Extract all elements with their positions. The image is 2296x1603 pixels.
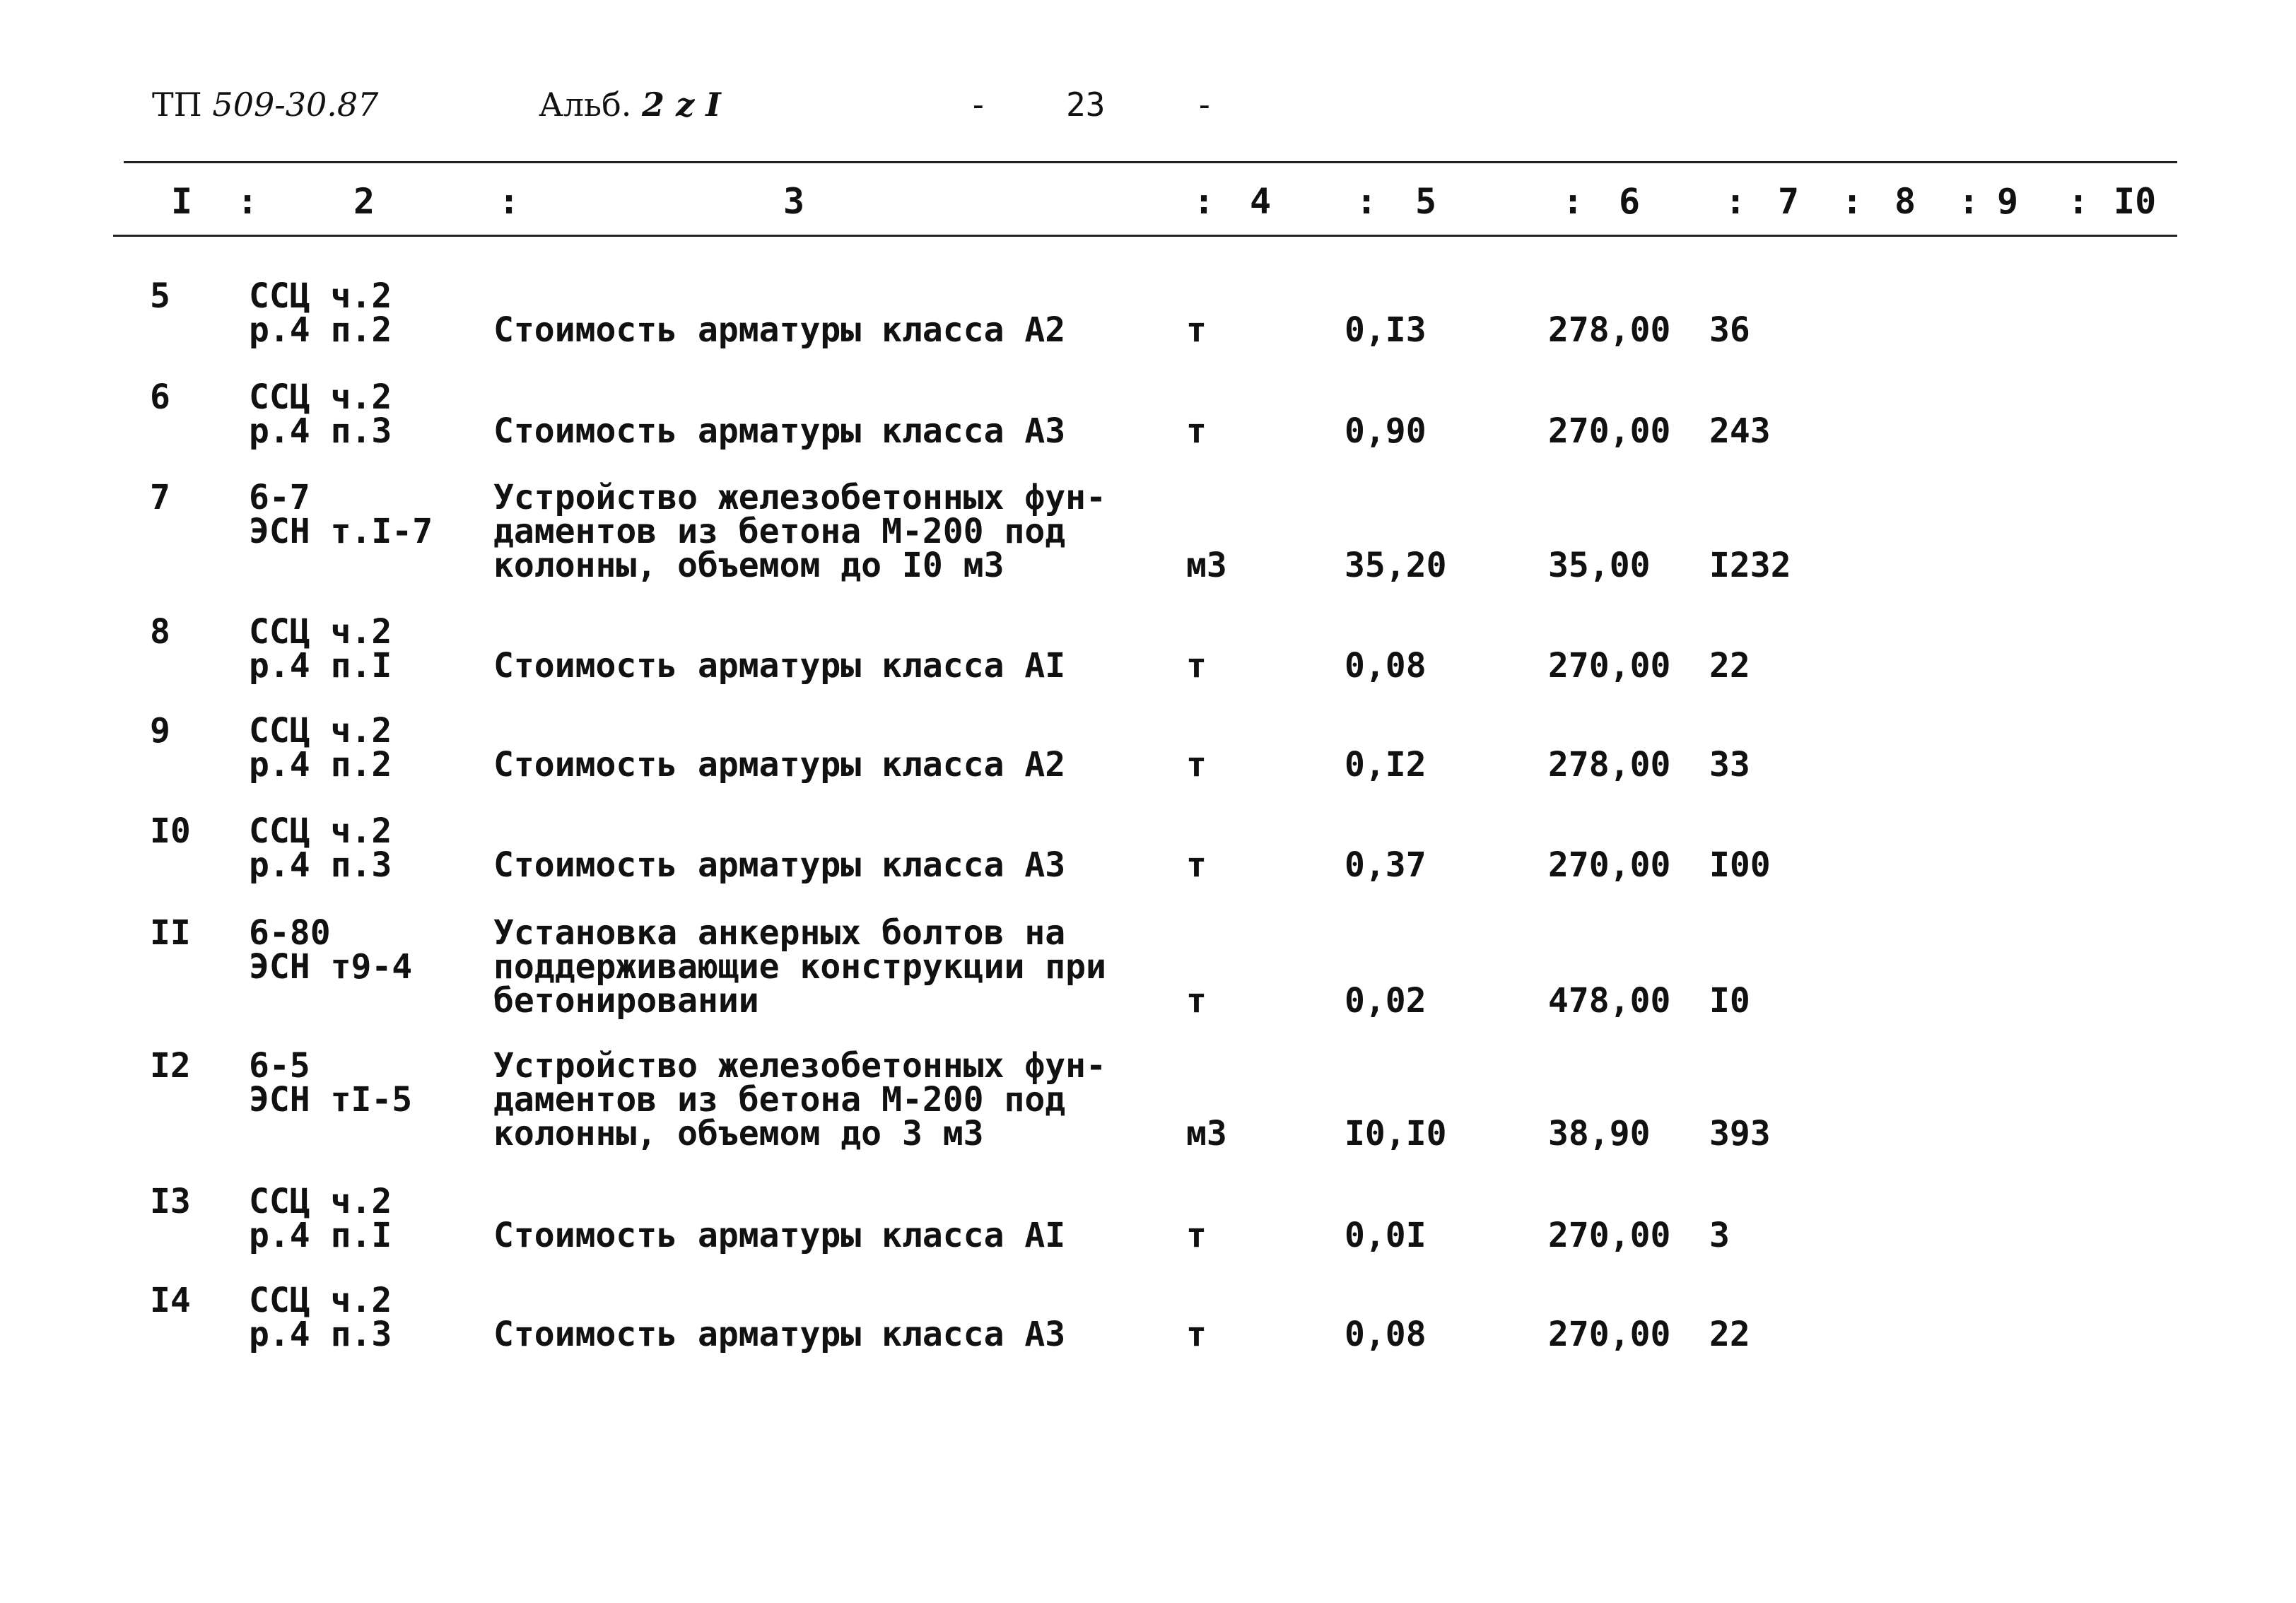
description-line: Стоимость арматуры класса А2 (493, 745, 1066, 785)
row-norm-code (249, 1182, 392, 1255)
row-total: 3 (1709, 1216, 1730, 1255)
description-line: Стоимость арматуры класса А2 (493, 310, 1066, 350)
document-code (152, 76, 378, 133)
row-norm-code (249, 478, 433, 551)
row-total: 22 (1709, 646, 1750, 686)
col-separator: : (1725, 181, 1747, 222)
col-header-5: 5 (1415, 181, 1437, 222)
row-number: II (150, 913, 191, 953)
row-unit-price: 478,00 (1548, 981, 1671, 1021)
description-line: бетонировании (493, 981, 759, 1021)
row-norm-code (249, 913, 413, 987)
row-quantity: 0,I2 (1345, 745, 1427, 785)
row-description (493, 411, 1066, 451)
code-number: 509-30.87 (212, 86, 379, 124)
row-number: 7 (150, 478, 170, 517)
row-total: 36 (1709, 310, 1750, 350)
norm-code-line: р.4 п.I (249, 1216, 392, 1255)
row-number: 5 (150, 276, 170, 316)
row-unit-price: 270,00 (1548, 1216, 1671, 1255)
norm-code-line: ССЦ ч.2 (249, 377, 392, 417)
row-unit: т (1186, 310, 1207, 350)
description-line: Стоимость арматуры класса АI (493, 646, 1066, 686)
row-unit: т (1186, 745, 1207, 785)
col-header-3: 3 (783, 181, 805, 222)
code-prefix: ТП (152, 86, 202, 124)
row-total: I0 (1709, 981, 1750, 1021)
description-line: Стоимость арматуры класса А3 (493, 1315, 1066, 1354)
row-norm-code (249, 811, 392, 885)
norm-code-line: ЭСН т9-4 (249, 947, 413, 987)
norm-code-line: р.4 п.I (249, 646, 392, 686)
row-total: I232 (1709, 546, 1791, 585)
row-unit-price: 270,00 (1548, 1315, 1671, 1354)
col-separator: : (1562, 181, 1584, 222)
norm-code-line: 6-7 (249, 478, 310, 517)
row-quantity: 0,90 (1345, 411, 1427, 451)
row-quantity: 0,02 (1345, 981, 1427, 1021)
row-quantity: 35,20 (1345, 546, 1447, 585)
header-rule-bottom (113, 235, 2177, 237)
row-number: I4 (150, 1281, 191, 1320)
row-norm-code (249, 1046, 413, 1120)
row-norm-code (249, 276, 392, 350)
norm-code-line: ССЦ ч.2 (249, 276, 392, 316)
row-unit-price: 38,90 (1548, 1114, 1651, 1153)
row-unit-price: 278,00 (1548, 745, 1671, 785)
row-unit: т (1186, 411, 1207, 451)
row-norm-code (249, 612, 392, 686)
norm-code-line: ССЦ ч.2 (249, 711, 392, 751)
description-line: Стоимость арматуры класса АI (493, 1216, 1066, 1255)
col-separator: : (1356, 181, 1378, 222)
col-header-4: 4 (1250, 181, 1272, 222)
col-header-2: 2 (353, 181, 375, 222)
row-number: I0 (150, 811, 191, 851)
norm-code-line: ССЦ ч.2 (249, 1182, 392, 1221)
norm-code-line: 6-80 (249, 913, 331, 953)
description-line: Стоимость арматуры класса А3 (493, 411, 1066, 451)
description-line: даментов из бетона М-200 под (493, 1080, 1066, 1120)
row-quantity: 0,08 (1345, 646, 1427, 686)
row-quantity: 0,I3 (1345, 310, 1427, 350)
col-separator: : (237, 181, 259, 222)
col-header-6: 6 (1619, 181, 1641, 222)
col-header-9: 9 (1997, 181, 2019, 222)
description-line: колонны, объемом до I0 м3 (493, 546, 1004, 585)
row-total: I00 (1709, 845, 1771, 885)
row-description (493, 745, 1066, 785)
row-unit: м3 (1186, 546, 1227, 585)
norm-code-line: ССЦ ч.2 (249, 811, 392, 851)
row-description (493, 646, 1066, 686)
row-unit-price: 278,00 (1548, 310, 1671, 350)
row-total: 33 (1709, 745, 1750, 785)
col-separator: : (498, 181, 520, 222)
row-number: I2 (150, 1046, 191, 1086)
row-unit: т (1186, 845, 1207, 885)
header-rule-top (124, 161, 2177, 163)
row-total: 243 (1709, 411, 1771, 451)
norm-code-line: р.4 п.2 (249, 745, 392, 785)
row-quantity: 0,37 (1345, 845, 1427, 885)
col-header-8: 8 (1894, 181, 1916, 222)
row-description (493, 1216, 1066, 1255)
norm-code-line: ЭСН т.I-7 (249, 512, 433, 551)
album-label: Альб. (539, 86, 632, 124)
row-unit: т (1186, 646, 1207, 686)
norm-code-line: ССЦ ч.2 (249, 612, 392, 652)
col-separator: : (1958, 181, 1980, 222)
col-header-10: I0 (2114, 181, 2157, 222)
row-quantity: I0,I0 (1345, 1114, 1447, 1153)
row-quantity: 0,0I (1345, 1216, 1427, 1255)
row-number: 9 (150, 711, 170, 751)
row-unit: м3 (1186, 1114, 1227, 1153)
description-line: колонны, объемом до 3 м3 (493, 1114, 984, 1153)
row-number: I3 (150, 1182, 191, 1221)
description-line: Устройство железобетонных фун- (493, 1046, 1106, 1086)
norm-code-line: ЭСН тI-5 (249, 1080, 413, 1120)
col-separator: : (1193, 181, 1215, 222)
row-norm-code (249, 1281, 392, 1354)
description-line: даментов из бетона М-200 под (493, 512, 1066, 551)
norm-code-line: р.4 п.2 (249, 310, 392, 350)
page-dash-left: - (968, 86, 988, 124)
col-header-1: I (171, 181, 193, 222)
album-ref (539, 76, 721, 133)
row-total: 22 (1709, 1315, 1750, 1354)
description-line: Установка анкерных болтов на (493, 913, 1066, 953)
col-separator: : (2068, 181, 2090, 222)
page-number: 23 (1066, 86, 1106, 124)
row-unit-price: 270,00 (1548, 646, 1671, 686)
row-description (493, 310, 1066, 350)
row-unit-price: 270,00 (1548, 845, 1671, 885)
row-unit: т (1186, 1216, 1207, 1255)
description-line: поддерживающие конструкции при (493, 947, 1106, 987)
row-description (493, 845, 1066, 885)
row-description (493, 1046, 1106, 1153)
row-norm-code (249, 377, 392, 451)
row-quantity: 0,08 (1345, 1315, 1427, 1354)
col-separator: : (1841, 181, 1863, 222)
row-number: 6 (150, 377, 170, 417)
row-norm-code (249, 711, 392, 785)
norm-code-line: р.4 п.3 (249, 1315, 392, 1354)
row-description (493, 478, 1106, 585)
norm-code-line: ССЦ ч.2 (249, 1281, 392, 1320)
album-number: 2 z I (642, 86, 721, 124)
norm-code-line: 6-5 (249, 1046, 310, 1086)
row-unit: т (1186, 981, 1207, 1021)
row-unit-price: 270,00 (1548, 411, 1671, 451)
description-line: Устройство железобетонных фун- (493, 478, 1106, 517)
row-description (493, 1315, 1066, 1354)
col-header-7: 7 (1778, 181, 1800, 222)
row-unit: т (1186, 1315, 1207, 1354)
row-description (493, 913, 1106, 1021)
description-line: Стоимость арматуры класса А3 (493, 845, 1066, 885)
row-total: 393 (1709, 1114, 1771, 1153)
norm-code-line: р.4 п.3 (249, 411, 392, 451)
page-dash-right: - (1195, 86, 1214, 124)
row-number: 8 (150, 612, 170, 652)
row-unit-price: 35,00 (1548, 546, 1651, 585)
norm-code-line: р.4 п.3 (249, 845, 392, 885)
